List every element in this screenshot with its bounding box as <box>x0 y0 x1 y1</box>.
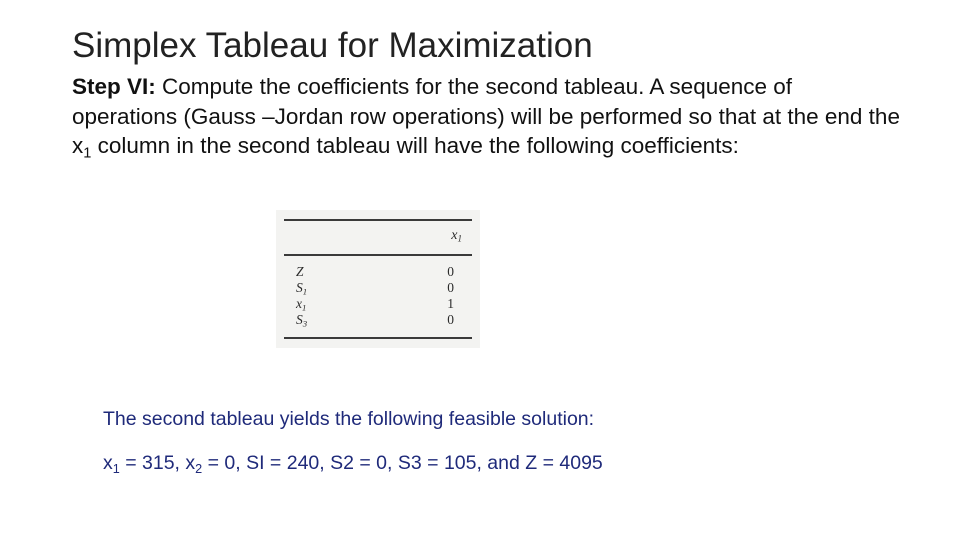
step-text-part-b: column in the second tableau will have the following coefficients: <box>91 133 739 158</box>
tableau-scan-image <box>276 210 480 348</box>
slide-title: Simplex Tableau for Maximization <box>72 26 593 65</box>
step-paragraph <box>72 72 902 161</box>
row-label: $x_1$ <box>296 296 307 313</box>
column-header: $x_1$ <box>451 228 462 244</box>
row-label: Z <box>296 264 304 279</box>
row-label: $S_3$ <box>296 312 308 329</box>
table-bottom-rule <box>284 337 472 339</box>
solution-part: = 0, SI = 240, S2 = 0, S3 = 105, and Z = 4095 <box>202 452 603 474</box>
solution-part: x <box>103 452 113 474</box>
solution-subscript: 2 <box>195 461 203 476</box>
row-value: 0 <box>447 312 454 327</box>
solution-part: = 315, x <box>119 452 196 474</box>
row-value: 0 <box>447 280 454 295</box>
solution-subscript: 1 <box>112 461 120 476</box>
table-top-rule <box>284 219 472 221</box>
solution-intro: The second tableau yields the following feasible solution: <box>103 408 595 430</box>
step-text-part-a: Compute the coefficients for the second tableau. A sequence of operations (Gauss –Jordan row operations) will be performed so that at the end the x <box>72 74 900 158</box>
table-header-rule <box>284 254 472 256</box>
table-row <box>296 312 466 328</box>
row-value: 0 <box>447 264 454 279</box>
step-subscript: 1 <box>83 145 92 162</box>
table-row <box>296 296 466 312</box>
table-row <box>296 280 466 296</box>
row-value: 1 <box>447 296 454 311</box>
table-row <box>296 264 466 280</box>
solution-values <box>103 452 603 475</box>
row-label: $S_1$ <box>296 280 308 297</box>
step-label: Step VI: <box>72 74 156 99</box>
